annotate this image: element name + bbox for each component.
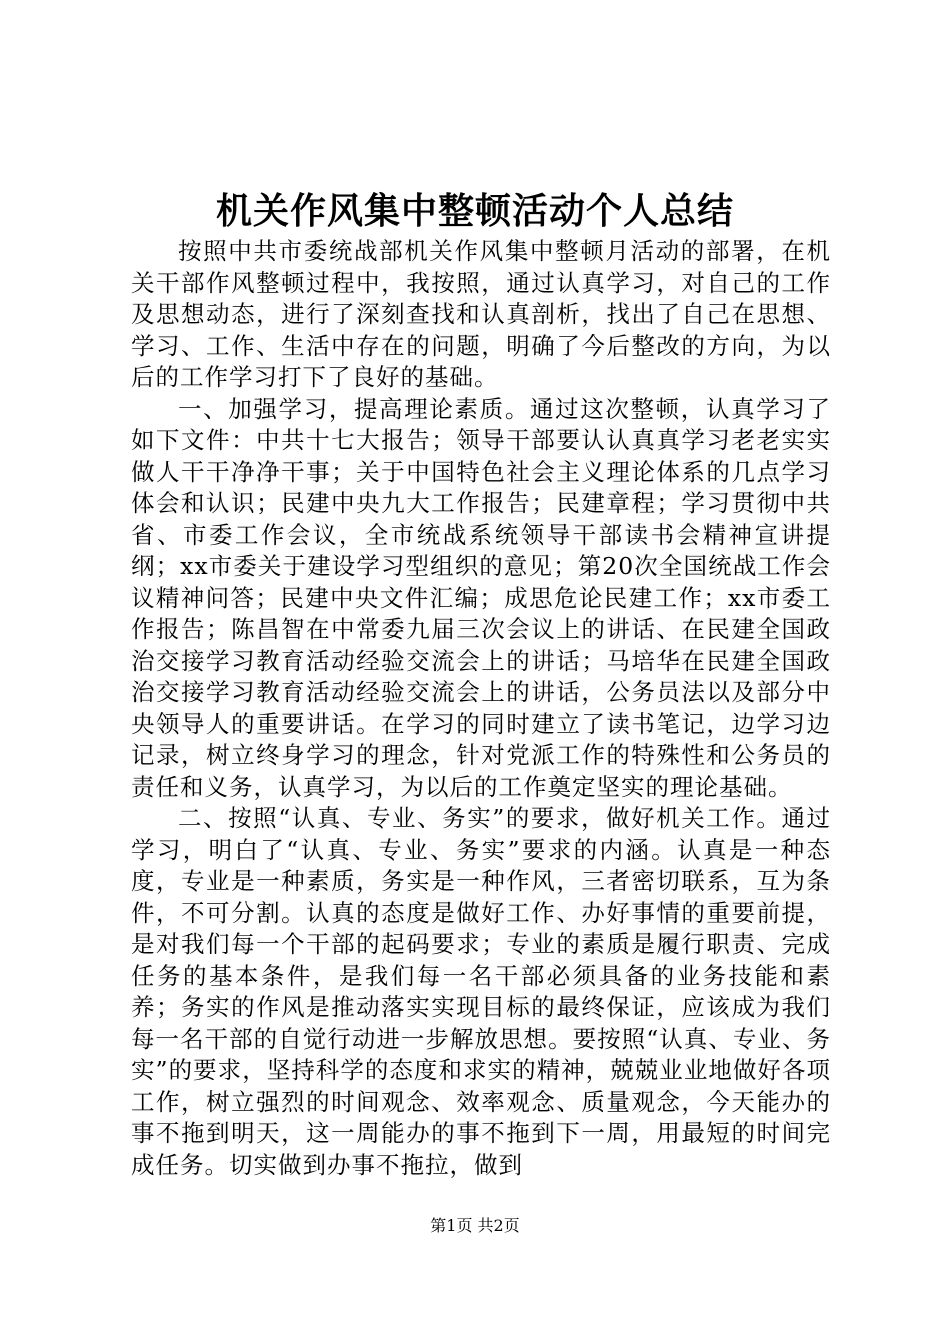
paragraph-section-2: 二、按照“认真、专业、务实”的要求，做好机关工作。通过学习，明白了“认真、专业、务实”要求的内涵。认真是一种态度，专业是一种素质，务实是一种作风，三者密切联系，互为条件，不可分割。认真的态度是做好工作、办好事情的重要前提，是对我们每一个干部的起码要求；专业的素质是履行职责、完成任务的基本条件，是我们每一名干部必须具备的业务技能和素养；务实的作风是推动落实实现目标的最终保证，应该成为我们每一名干部的自觉行动进一步解放思想。要按照“认真、专业、务实”的要求，坚持科学的态度和求实的精神，兢兢业业地做好各项工作，树立强烈的时间观念、效率观念、质量观念，今天能办的事不拖到明天，这一周能办的事不拖到下一周，用最短的时间完成任务。切实做到办事不拖拉，做到: [131, 804, 831, 1179]
paragraph-intro: 按照中共市委统战部机关作风集中整顿月活动的部署，在机关干部作风整顿过程中，我按照，通过认真学习，对自己的工作及思想动态，进行了深刻查找和认真剖析，找出了自己在思想、学习、工作、生活中存在的问题，明确了今后整改的方向，为以后的工作学习打下了良好的基础。: [131, 237, 831, 391]
document-title: 机关作风集中整顿活动个人总结: [215, 190, 734, 232]
page-footer: 第1页 共2页: [430, 1216, 520, 1235]
document-body: [131, 236, 831, 1181]
paragraph-section-1: 一、加强学习，提高理论素质。通过这次整顿，认真学习了如下文件：中共十七大报告；领导干部要认认真真学习老老实实做人干干净净干事；关于中国特色社会主义理论体系的几点学习体会和认识；民建中央九大工作报告；民建章程；学习贯彻中共省、市委工作会议，全市统战系统领导干部读书会精神宣讲提纲；xx市委关于建设学习型组织的意见；第20次全国统战工作会议精神问答；民建中央文件汇编；成思危论民建工作；xx市委工作报告；陈昌智在中常委九届三次会议上的讲话、在民建全国政治交接学习教育活动经验交流会上的讲话；马培华在民建全国政治交接学习教育活动经验交流会上的讲话，公务员法以及部分中央领导人的重要讲话。在学习的同时建立了读书笔记，边学习边记录，树立终身学习的理念，针对党派工作的特殊性和公务员的责任和义务，认真学习，为以后的工作奠定坚实的理论基础。: [131, 394, 831, 801]
